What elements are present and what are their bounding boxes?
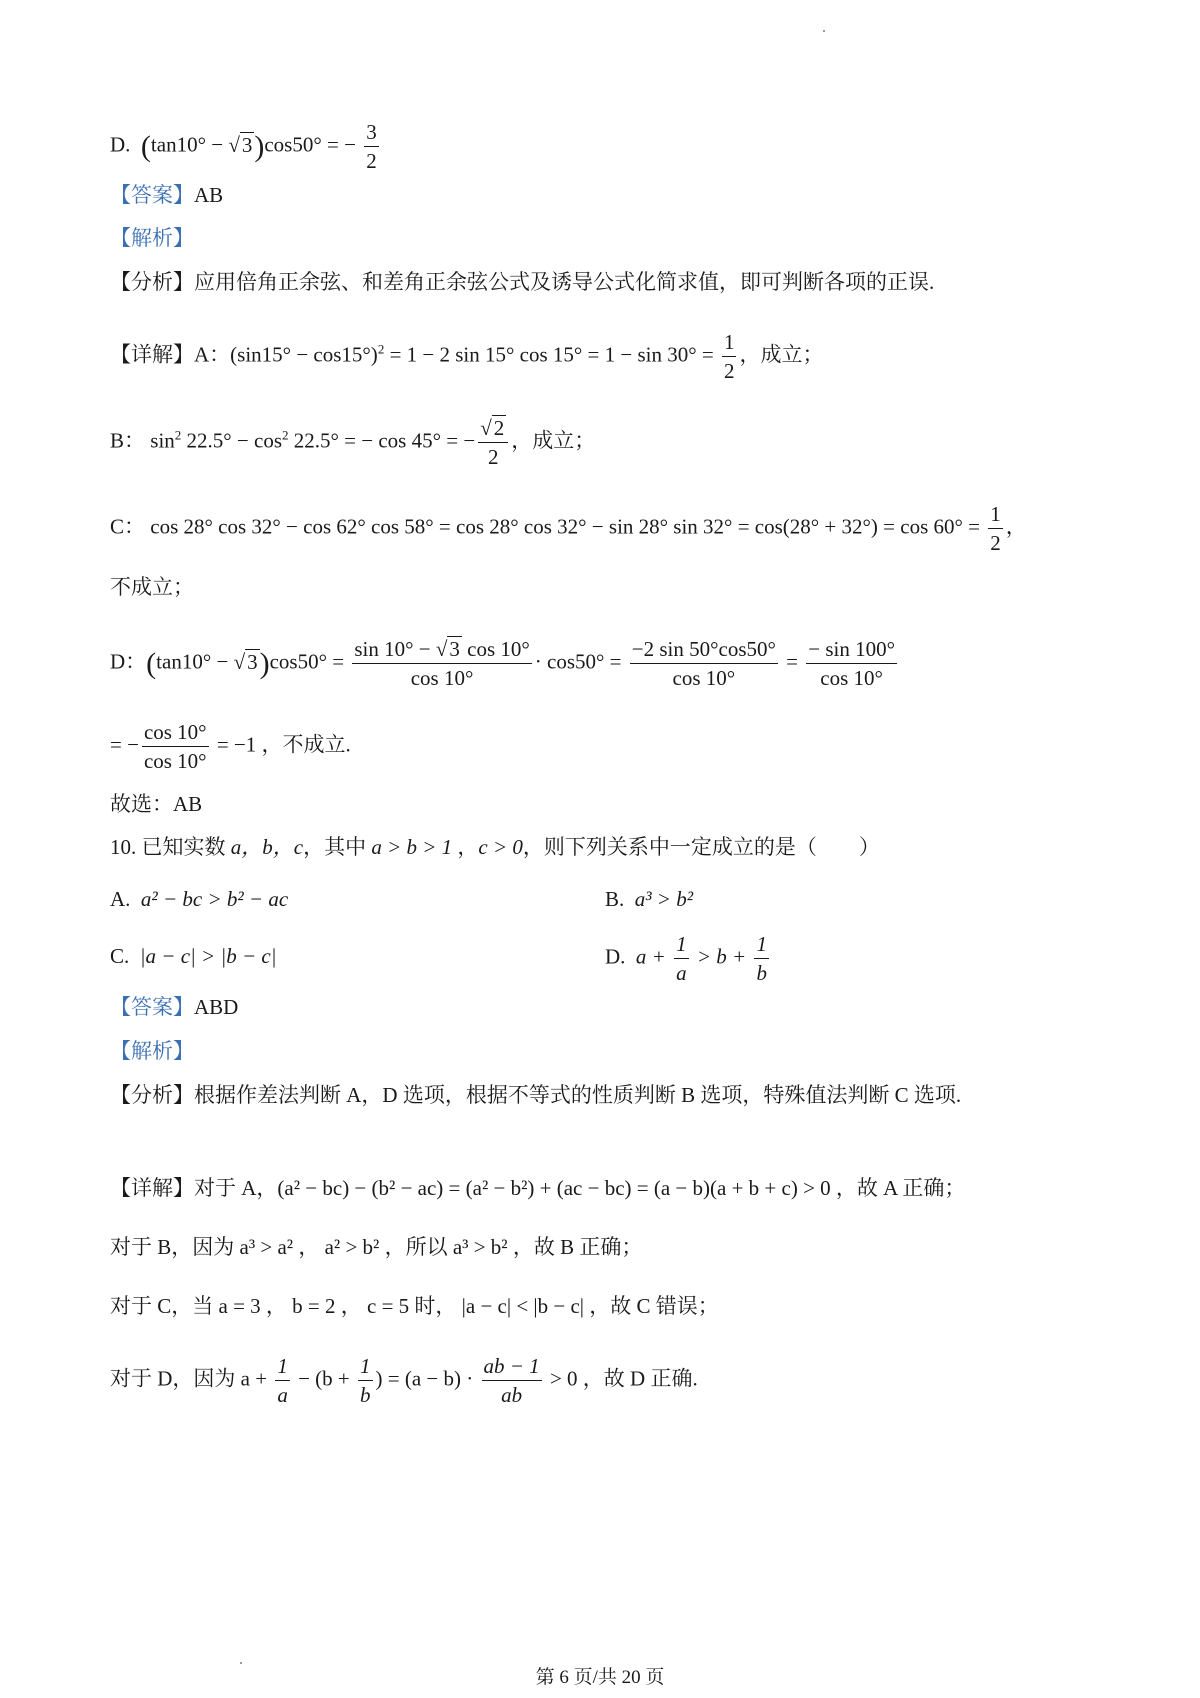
option-expr: > b +	[691, 944, 752, 969]
numerator	[478, 414, 508, 443]
fraction	[806, 635, 897, 693]
tail: = −1 ，不成立.	[211, 732, 351, 757]
tail: ，成立；	[739, 342, 824, 367]
paren-close: )	[259, 646, 270, 680]
item-label: D：	[110, 649, 147, 674]
numerator: −2 sin 50°cos50°	[630, 635, 778, 664]
q10-option-b	[605, 889, 693, 910]
option-label: C.	[110, 944, 130, 968]
fraction	[988, 500, 1003, 558]
expr: 22.5° − cos	[181, 428, 283, 453]
paren-close: )	[254, 129, 265, 163]
fraction	[478, 414, 508, 472]
decorative-dot	[823, 30, 825, 32]
numerator: cos 10°	[142, 718, 209, 747]
stem-text: ，	[452, 835, 479, 859]
denominator: 2	[487, 445, 499, 470]
fraction	[358, 1352, 373, 1410]
item-label: A：	[194, 342, 231, 367]
denominator: ab	[501, 1383, 523, 1408]
denominator: 2	[366, 149, 377, 174]
q9-detail-d-line2	[110, 718, 351, 776]
answer-tag: 【答案】	[110, 183, 194, 207]
fraction	[142, 718, 209, 776]
sqrt-symbol: √3	[233, 649, 258, 674]
q10-answer	[110, 997, 238, 1018]
fenxi-text: 根据作差法判断 A，D 选项，根据不等式的性质判断 B 选项，特殊值法判断 C 选项.	[194, 1083, 962, 1107]
option-expr: a² − bc > b² − ac	[140, 887, 289, 911]
detail-text: 对于 A，(a² − bc) − (b² − ac) = (a² − b²) + (ac − bc) = (a − b)(a + b + c) > 0 ，故 A 正确；	[194, 1176, 966, 1200]
q9-option-d	[110, 118, 382, 176]
stem-text: ，其中	[303, 835, 372, 859]
fraction	[364, 118, 379, 176]
answer-value: AB	[194, 183, 224, 207]
answer-tag: 【答案】	[110, 995, 194, 1019]
option-expr: a³ > b²	[634, 887, 694, 911]
superscript: 2	[282, 427, 289, 443]
option-expr: a +	[635, 944, 672, 969]
q9-detail-c	[110, 500, 1027, 558]
denominator: 2	[990, 531, 1001, 556]
fraction	[482, 1352, 542, 1410]
option-label: D.	[605, 944, 626, 969]
fraction	[674, 930, 689, 988]
expr: sin 10° −	[354, 637, 436, 661]
xiangjie-tag: 【详解】	[110, 1176, 194, 1200]
expr: cos 10°	[461, 637, 530, 661]
numerator: 1	[988, 500, 1003, 529]
expr: = −	[110, 732, 139, 757]
q10-option-a	[110, 889, 288, 910]
denominator: cos 10°	[672, 666, 736, 691]
expr: cos 28° cos 32° − cos 62° cos 58° = cos 28° cos 32° − sin 28° sin 32° = cos(28° + 32°) = cos 60° =	[150, 514, 986, 539]
item-label: B：	[110, 428, 146, 453]
expr: tan10° −	[150, 132, 229, 157]
fraction	[352, 635, 531, 693]
expr: = 1 − 2 sin 15° cos 15° = 1 − sin 30° =	[384, 342, 719, 367]
q10-stem	[110, 837, 880, 858]
numerator: 1	[275, 1352, 290, 1381]
q10-option-d	[605, 930, 772, 988]
superscript: 2	[174, 427, 182, 443]
detail-text: 对于 D，因为 a +	[110, 1366, 273, 1391]
paren-open: (	[140, 129, 151, 163]
fraction	[630, 635, 778, 693]
q10-detail-c: 对于 C，当 a = 3 ， b = 2 ， c = 5 时， |a − c| < |b − c| ，故 C 错误；	[110, 1294, 719, 1318]
radicand: 3	[241, 132, 253, 157]
q9-detail-c-line2: 不成立；	[110, 575, 194, 599]
stem-text: 10. 已知实数	[110, 835, 231, 859]
q10-detail-b: 对于 B，因为 a³ > a² ， a² > b² ，所以 a³ > b² ，故 B 正确；	[110, 1235, 643, 1259]
tail: ，成立；	[511, 428, 596, 453]
option-label: B.	[605, 887, 625, 911]
option-label: D.	[110, 132, 131, 157]
radicand: 3	[449, 637, 460, 661]
tail: ，	[1005, 514, 1027, 539]
denominator: cos 10°	[820, 666, 883, 691]
page-footer: 第 6 页/共 20 页	[535, 1667, 665, 1688]
stem-cond: c > 0	[478, 835, 523, 859]
numerator: 1	[754, 930, 769, 959]
option-expr: |a − c| > |b − c|	[139, 944, 277, 968]
numerator: 1	[722, 328, 737, 357]
numerator: 1	[358, 1352, 373, 1381]
stem-vars: a，b，c	[230, 835, 304, 859]
q10-analysis-tag: 【解析】	[110, 1039, 194, 1063]
numerator: 1	[674, 930, 689, 959]
sqrt-symbol: √2	[480, 416, 505, 440]
denominator: b	[756, 961, 767, 986]
q10-fenxi	[110, 1085, 961, 1106]
expr: cos50° = −	[264, 132, 356, 157]
expr: tan10° −	[156, 649, 234, 674]
q9-detail-a	[110, 328, 823, 386]
expr: cos50° =	[269, 649, 350, 674]
paren-open: (	[146, 646, 157, 680]
fenxi-tag: 【分析】	[110, 270, 194, 294]
numerator	[352, 635, 531, 664]
expr: 22.5° = − cos 45° = −	[288, 428, 476, 453]
q9-answer	[110, 185, 223, 206]
numerator: − sin 100°	[806, 635, 897, 664]
q9-analysis-tag: 【解析】	[110, 226, 194, 250]
radicand: 2	[493, 416, 505, 440]
stem-cond: a > b > 1	[371, 835, 453, 859]
q9-conclusion: 故选：AB	[110, 792, 203, 816]
expr: sin	[150, 428, 175, 453]
detail-text: − (b +	[292, 1366, 356, 1391]
radicand: 3	[247, 649, 258, 674]
fraction	[754, 930, 769, 988]
denominator: 2	[723, 359, 735, 384]
denominator: a	[277, 1383, 288, 1408]
fenxi-text: 应用倍角正余弦、和差角正余弦公式及诱导公式化简求值，即可判断各项的正误.	[194, 270, 935, 294]
q10-detail-d	[110, 1352, 698, 1410]
fraction	[722, 328, 737, 386]
item-label: C：	[110, 514, 146, 539]
expr: (sin15° − cos15°)	[230, 342, 378, 367]
denominator: a	[676, 961, 687, 986]
detail-text: > 0 ，故 D 正确.	[544, 1366, 698, 1391]
q10-option-c	[110, 946, 277, 967]
numerator: ab − 1	[482, 1352, 542, 1381]
fenxi-tag: 【分析】	[110, 1083, 194, 1107]
q9-detail-d	[110, 635, 900, 693]
detail-text: ) = (a − b) ·	[375, 1366, 479, 1391]
denominator: b	[360, 1383, 371, 1408]
sqrt-symbol: √3	[228, 132, 253, 157]
xiangjie-tag: 【详解】	[110, 342, 194, 367]
sqrt-symbol: √3	[435, 637, 460, 661]
option-label: A.	[110, 887, 131, 911]
fraction	[275, 1352, 290, 1410]
numerator: 3	[364, 118, 379, 147]
denominator: cos 10°	[143, 749, 207, 774]
answer-value: ABD	[194, 995, 239, 1019]
q10-detail-a	[110, 1178, 965, 1199]
superscript: 2	[377, 341, 385, 357]
stem-text: ，则下列关系中一定成立的是（ ）	[522, 835, 880, 859]
q9-detail-b	[110, 414, 595, 472]
q9-fenxi	[110, 272, 934, 293]
equals: =	[780, 649, 804, 674]
expr: · cos50° =	[534, 649, 627, 674]
denominator: cos 10°	[410, 666, 474, 691]
